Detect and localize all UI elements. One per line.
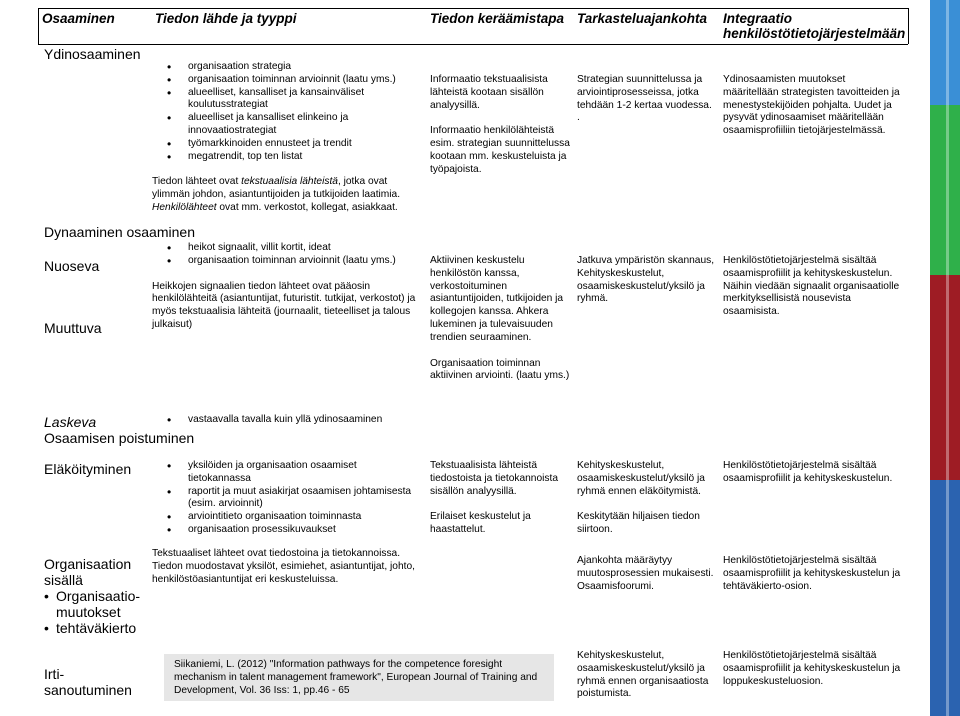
subsection-muuttuva: Muuttuva — [44, 320, 102, 336]
border-header-bottom — [38, 44, 908, 45]
ydin-timing — [577, 74, 717, 125]
sisalla-item-organisaatiomuutokset: • Organisaatio- muutokset — [44, 588, 141, 620]
sisalla-integration-text: Henkilöstötietojärjestelmä sisältää osaamisprofiilit ja kehityskeskustelun ja tehtäväkierto-osion. — [723, 555, 901, 592]
border-left — [38, 8, 39, 44]
section-title-line1: Organisaation — [44, 556, 132, 572]
section-title-line2: sisällä — [44, 572, 83, 588]
section-irtisanoutuminen — [44, 666, 132, 698]
sisalla-integration — [723, 555, 903, 593]
ydin-sources — [152, 61, 422, 215]
list-item: • työmarkkinoiden ennusteet ja trendit — [188, 138, 422, 151]
section-title-line2: sanoutuminen — [44, 682, 132, 698]
elak-timing-tacit: Keskitytään hiljaisen tiedon siirtoon. — [577, 511, 700, 536]
dyn-timing-text: Jatkuva ympäristön skannaus, Kehityskeskustelut, osaamiskeskustelut/yksilö ja ryhmä. — [577, 255, 715, 305]
stripe-blue-top — [930, 0, 960, 105]
citation-box — [164, 654, 554, 701]
laskeva-list — [152, 414, 452, 427]
sisalla-timing — [577, 555, 717, 593]
elak-timing-text: Kehityskeskustelut, osaamiskeskustelut/yksilö ja ryhmä ennen eläköitymistä. — [577, 460, 705, 497]
dyn-method — [430, 255, 570, 383]
list-item: • organisaation prosessikuvaukset — [188, 524, 422, 537]
dyn-source-list — [152, 242, 422, 268]
ydin-timing-dot: . — [577, 112, 580, 124]
list-item: • organisaation toiminnan arvioinnit (laatu yms.) — [188, 255, 422, 268]
list-item: • organisaation strategia — [188, 61, 422, 74]
irti-integration-text: Henkilöstötietojärjestelmä sisältää osaamisprofiilit ja kehityskeskustelun ja loppukeskusteluosion. — [723, 650, 901, 687]
header-osaaminen: Osaaminen — [42, 11, 115, 26]
ydin-integration-text: Ydinosaamisten muutokset määritellään strategisten tavoitteiden ja menestystekijöiden pohjalta. Uudet ja pysyvät ydinosaamiset määritellään osaamisprofiiliin tietojärjestelmässä. — [723, 74, 900, 137]
dyn-method-evaluation: Organisaation toiminnan aktiivinen arviointi. (laatu yms.) — [430, 357, 570, 382]
dyn-source-description: Heikkojen signaalien tiedon lähteet ovat pääosin henkilölähteitä (asiantuntijat, futuristit. tutkijat, verkostot) ja myös tekstuaalisia lähteitä (journaalit, tieteelliset ja talous julkaisut) — [152, 280, 416, 330]
elak-integration — [723, 460, 903, 486]
ydin-source-list — [152, 61, 422, 163]
list-item: • vastaavalla tavalla kuin yllä ydinosaaminen — [188, 414, 452, 427]
list-item: • heikot signaalit, villit kortit, ideat — [188, 242, 422, 255]
sisalla-timing-text: Ajankohta määräytyy muutosprosessien mukaisesti. Osaamisfoorumi. — [577, 555, 714, 592]
elak-integration-text: Henkilöstötietojärjestelmä sisältää osaamisprofiilit ja kehityskeskustelun. — [723, 460, 893, 484]
sisalla-sources — [152, 548, 427, 586]
list-item: • organisaation toiminnan arvioinnit (laatu yms.) — [188, 74, 422, 87]
list-item: • alueelliset ja kansalliset elinkeino ja innovaatiostrategiat — [188, 112, 422, 138]
stripe-green — [930, 105, 960, 275]
sisalla-item-tehtavakierto: • tehtäväkierto — [44, 620, 137, 636]
list-item: • alueelliset, kansalliset ja kansainväliset koulutusstrategiat — [188, 87, 422, 113]
section-title-line1: Irti- — [44, 666, 65, 682]
ydin-integration — [723, 74, 903, 138]
sisalla-source-text: Tekstuaaliset lähteet ovat tiedostoina ja tietokannoissa. Tiedon muodostavat yksilöt, esimiehet, asiantuntijat, johto, henkilöstöasiantuntijat eri keskusteluissa. — [152, 548, 415, 585]
section-organisaation-sisalla — [44, 556, 154, 636]
dyn-integration — [723, 255, 903, 319]
header-tiedon-lahde: Tiedon lähde ja tyyppi — [155, 11, 297, 26]
elak-timing — [577, 460, 717, 537]
section-laskeva: Laskeva — [44, 414, 97, 430]
ydin-method — [430, 74, 570, 177]
list-item: • yksilöiden ja organisaation osaamiset tietokannassa — [188, 460, 422, 486]
dyn-method-discussion: Aktiivinen keskustelu henkilöstön kanssa, verkostoituminen asiantuntijoiden, tutkijoiden ja kollegojen kanssa. Ahkera lukeminen ja tulevaisuuden trendien seuraaminen. — [430, 255, 564, 343]
header-integraatio: Integraatio — [723, 11, 793, 26]
elak-method-interviews: Erilaiset keskustelut ja haastattelut. — [430, 511, 531, 536]
stripe-red — [930, 275, 960, 480]
section-osaamisen-poistuminen: Osaamisen poistuminen — [44, 430, 195, 446]
bullet-icon: • — [44, 620, 49, 636]
bullet-icon: • — [44, 588, 49, 604]
ydin-timing-text: Strategian suunnittelussa ja arviointiprosesseissa, jotka tehdään 1-2 kertaa vuodessa. — [577, 74, 712, 111]
stripe-blue-bottom — [930, 480, 960, 716]
dyn-sources — [152, 242, 422, 332]
dyn-integration-text: Henkilöstötietojärjestelmä sisältää osaamisprofiilit ja kehityskeskustelun. Näihin viedään signaalit organisaatiolle merkityksellisistä nousevista osaamisista. — [723, 255, 900, 318]
header-tarkasteluajankohta: Tarkasteluajankohta — [577, 11, 708, 26]
ydin-source-description: Tiedon lähteet ovat tekstuaalisia lähteistä, jotka ovat ylimmän johdon, asiantuntijoiden ja tutkijoiden laatimia. Henkilölähteet ovat mm. verkostot, kollegat, asiakkaat. — [152, 176, 401, 213]
ydin-method-persons: Informaatio henkilölähteistä esim. strategian suunnittelussa kootaan mm. keskusteluista ja työpajoista. — [430, 125, 570, 175]
header-keraamistapa: Tiedon keräämistapa — [430, 11, 565, 26]
list-item: • arviointitieto organisaation toiminnasta — [188, 511, 422, 524]
list-item: • megatrendit, top ten listat — [188, 151, 422, 164]
laskeva-note — [152, 414, 452, 427]
irti-integration — [723, 650, 903, 688]
border-right — [908, 8, 909, 44]
section-dynaaminen-osaaminen: Dynaaminen osaaminen — [44, 224, 195, 240]
elak-sources — [152, 460, 422, 537]
section-ydinosaaminen: Ydinosaaminen — [44, 46, 141, 62]
elak-source-list — [152, 460, 422, 537]
dyn-timing — [577, 255, 717, 306]
header-henkilostotietojarjestelma: henkilöstötietojärjestelmään — [723, 26, 906, 41]
irti-timing-text: Kehityskeskustelut, osaamiskeskustelut/yksilö ja ryhmä ennen organisaatiosta poistumista. — [577, 650, 709, 700]
elak-method-text: Tekstuaalisista lähteistä tiedostoista ja tietokannoista sisällön analyysillä. — [430, 460, 558, 497]
section-elakoityminen: Eläköityminen — [44, 461, 132, 477]
stripe-highlight — [946, 0, 949, 716]
citation-text: Siikaniemi, L. (2012) "Information pathways for the competence foresight mechanism in talent management framework", European Journal of Training and Development, Vol. 36 Iss: 1, pp.46 - 65 — [174, 659, 538, 696]
list-item: • raportit ja muut asiakirjat osaamisen johtamisesta (esim. arvioinnit) — [188, 486, 422, 512]
irti-timing — [577, 650, 717, 701]
subsection-nuoseva: Nuoseva — [44, 258, 100, 274]
border-top — [38, 8, 908, 9]
elak-method — [430, 460, 570, 537]
ydin-method-text: Informaatio tekstuaalisista lähteistä kootaan sisällön analyysillä. — [430, 74, 548, 111]
